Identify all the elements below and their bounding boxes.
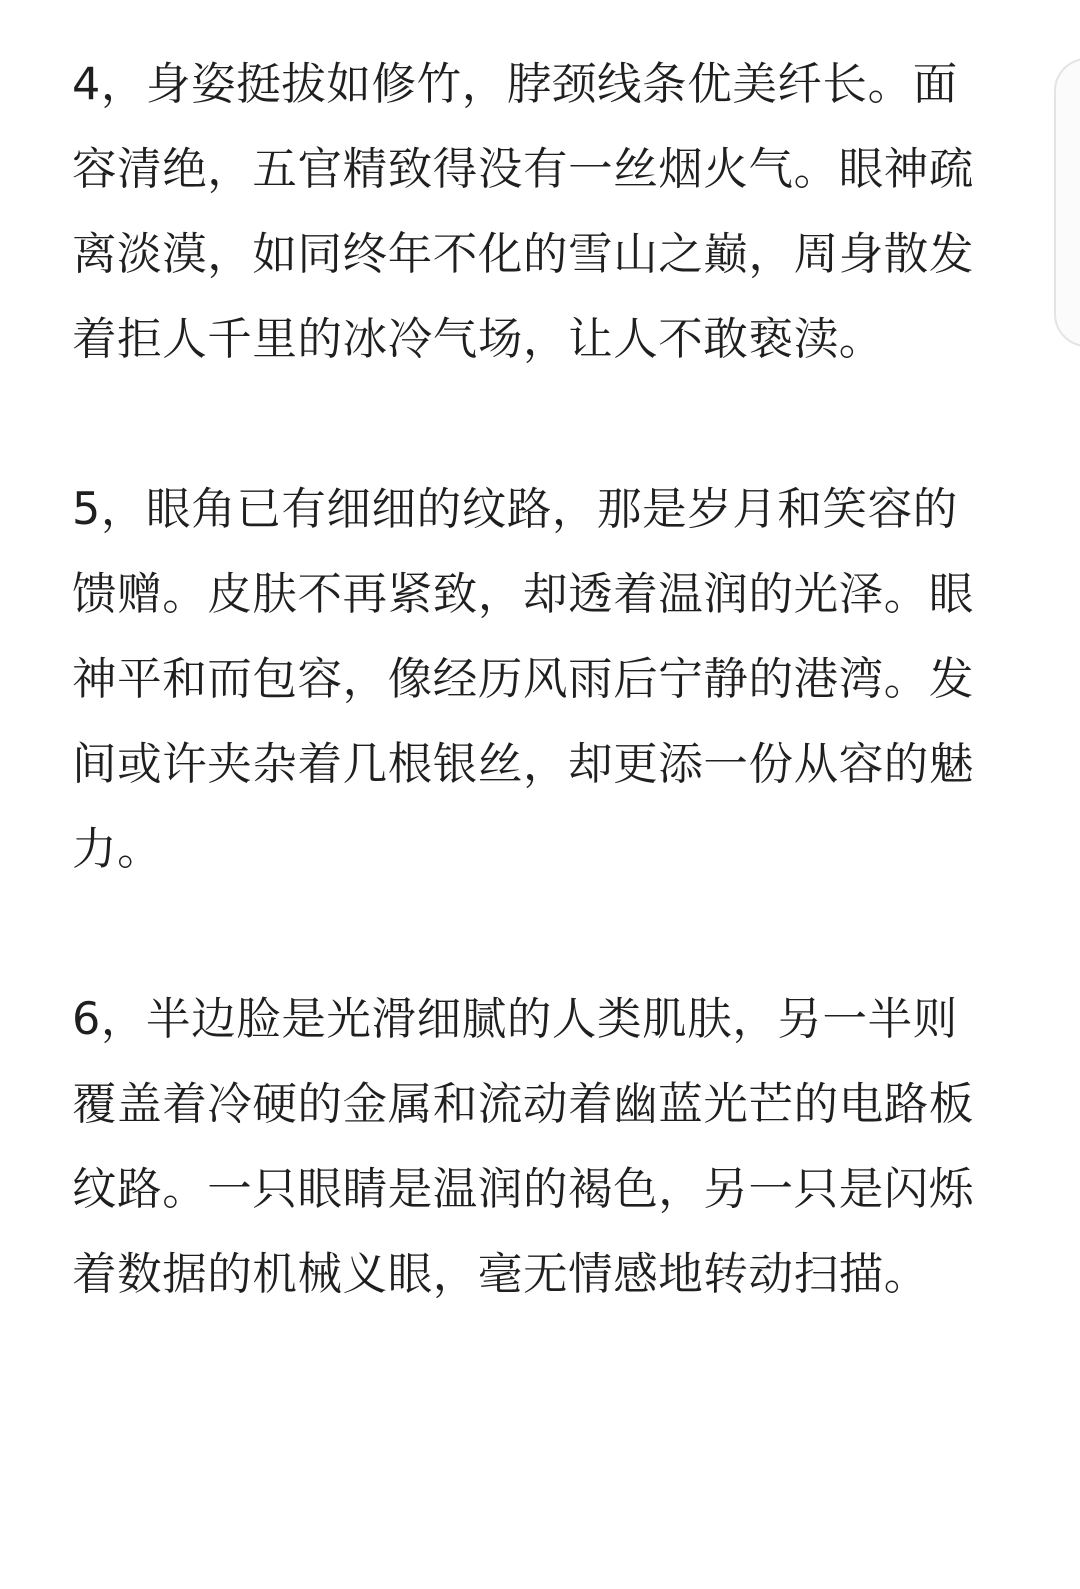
- article-body: [72, 42, 977, 1317]
- floating-edge-handle[interactable]: [1054, 58, 1080, 347]
- paragraph-5: 5，眼角已有细细的纹路，那是岁月和笑容的馈赠。皮肤不再紧致，却透着温润的光泽。眼神平和而包容，像经历风雨后宁静的港湾。发间或许夹杂着几根银丝，却更添一份从容的魅力。: [72, 484, 975, 875]
- paragraph-4: 4，身姿挺拔如修竹，脖颈线条优美纤长。面容清绝，五官精致得没有一丝烟火气。眼神疏离淡漠，如同终年不化的雪山之巅，周身散发着拒人千里的冰冷气场，让人不敢亵渎。: [72, 59, 975, 365]
- paragraph-6: 6，半边脸是光滑细腻的人类肌肤，另一半则覆盖着冷硬的金属和流动着幽蓝光芒的电路板纹路。一只眼睛是温润的褐色，另一只是闪烁着数据的机械义眼，毫无情感地转动扫描。: [72, 994, 975, 1300]
